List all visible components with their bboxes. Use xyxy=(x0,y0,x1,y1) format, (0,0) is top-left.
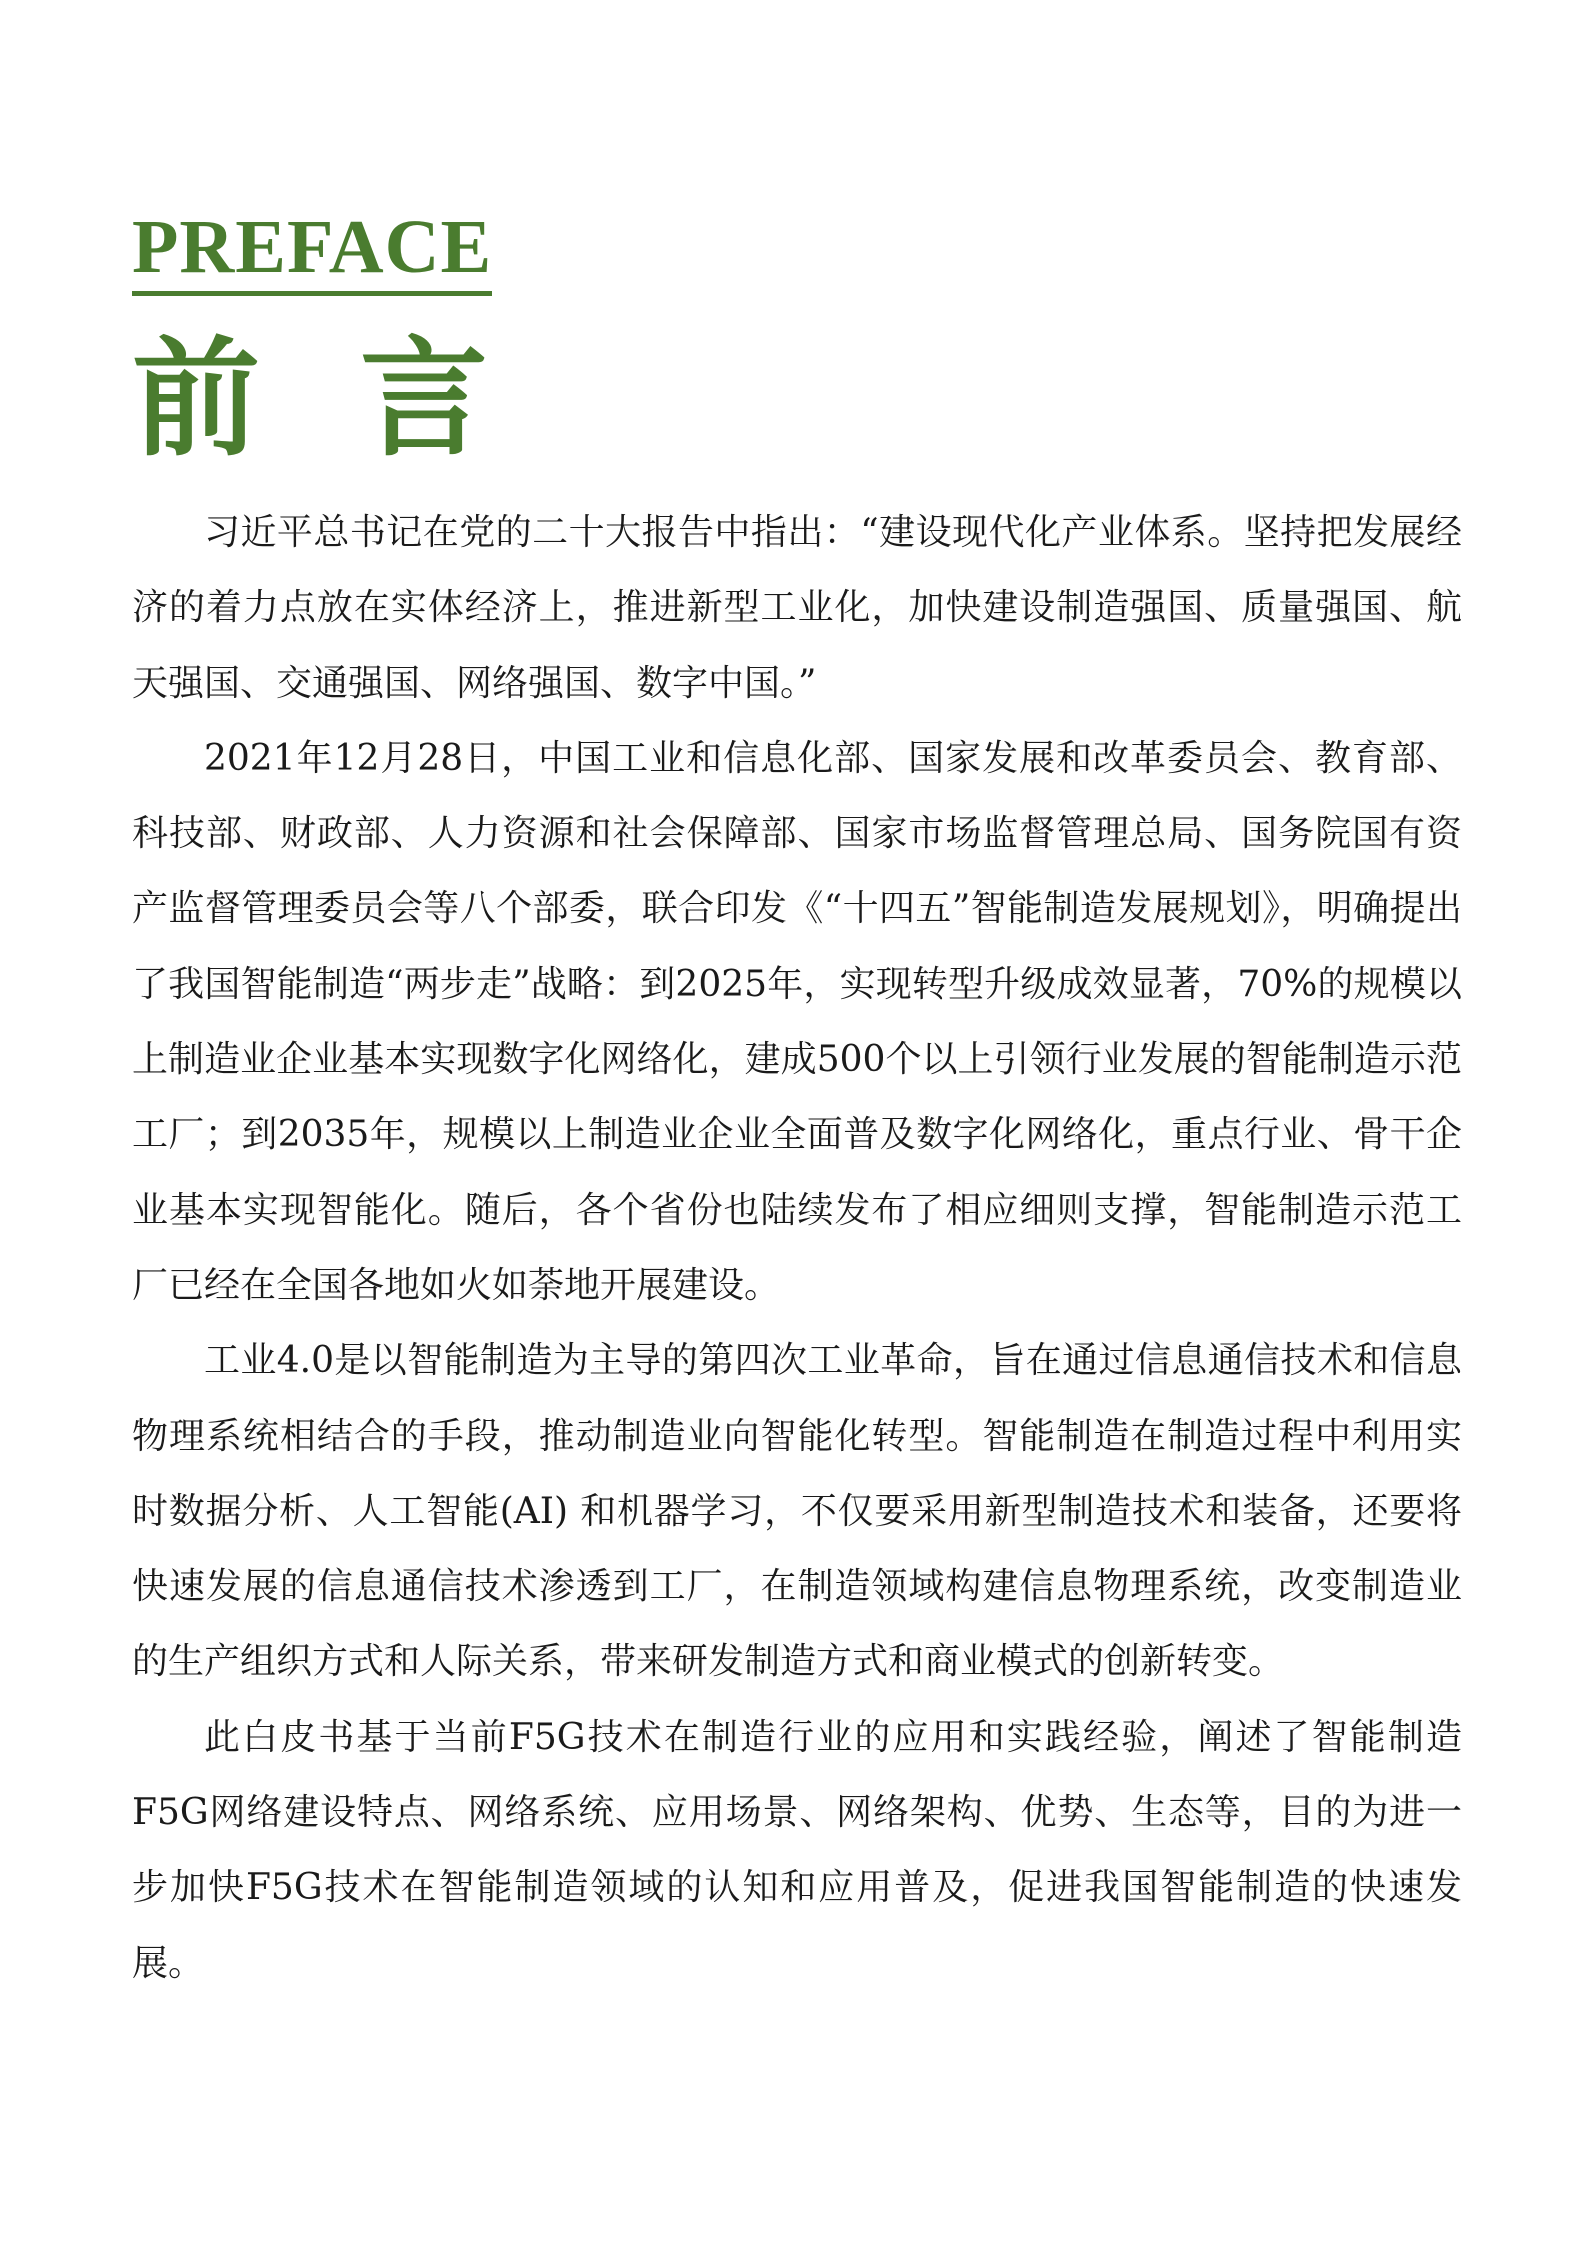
paragraph-whitepaper: 此白皮书基于当前F5G技术在制造行业的应用和实践经验，阐述了智能制造F5G网络建设特点、网络系统、应用场景、网络架构、优势、生态等，目的为进一步加快F5G技术在智能制造领域的认知和应用普及，促进我国智能制造的快速发展。 xyxy=(132,1716,1462,1984)
preface-body xyxy=(132,495,1462,2001)
paragraph-quote: 习近平总书记在党的二十大报告中指出：“建设现代化产业体系。坚持把发展经济的着力点放在实体经济上，推进新型工业化，加快建设制造强国、质量强国、航天强国、交通强国、网络强国、数字中国。” xyxy=(132,512,1462,704)
paragraph-industry-4: 工业4.0是以智能制造为主导的第四次工业革命，旨在通过信息通信技术和信息物理系统相结合的手段，推动制造业向智能化转型。智能制造在制造过程中利用实时数据分析、人工智能(AI) 和机器学习，不仅要采用新型制造技术和装备，还要将快速发展的信息通信技术渗透到工厂，在制造领域构建信息物理系统，改变制造业的生产组织方式和人际关系，带来研发制造方式和商业模式的创新转变。 xyxy=(132,1340,1462,1683)
preface-heading: PREFACE xyxy=(132,205,492,296)
paragraph-policy: 2021年12月28日，中国工业和信息化部、国家发展和改革委员会、教育部、科技部、财政部、人力资源和社会保障部、国家市场监督管理总局、国务院国有资产监督管理委员会等八个部委，联合印发《“十四五”智能制造发展规划》，明确提出了我国智能制造“两步走”战略：到2025年，实现转型升级成效显著，70%的规模以上制造业企业基本实现数字化网络化，建成500个以上引领行业发展的智能制造示范工厂；到2035年，规模以上制造业企业全面普及数字化网络化，重点行业、骨干企业基本实现智能化。随后，各个省份也陆续发布了相应细则支撑，智能制造示范工厂已经在全国各地如火如荼地开展建设。 xyxy=(132,737,1462,1306)
chinese-title: 前言 xyxy=(132,325,589,474)
